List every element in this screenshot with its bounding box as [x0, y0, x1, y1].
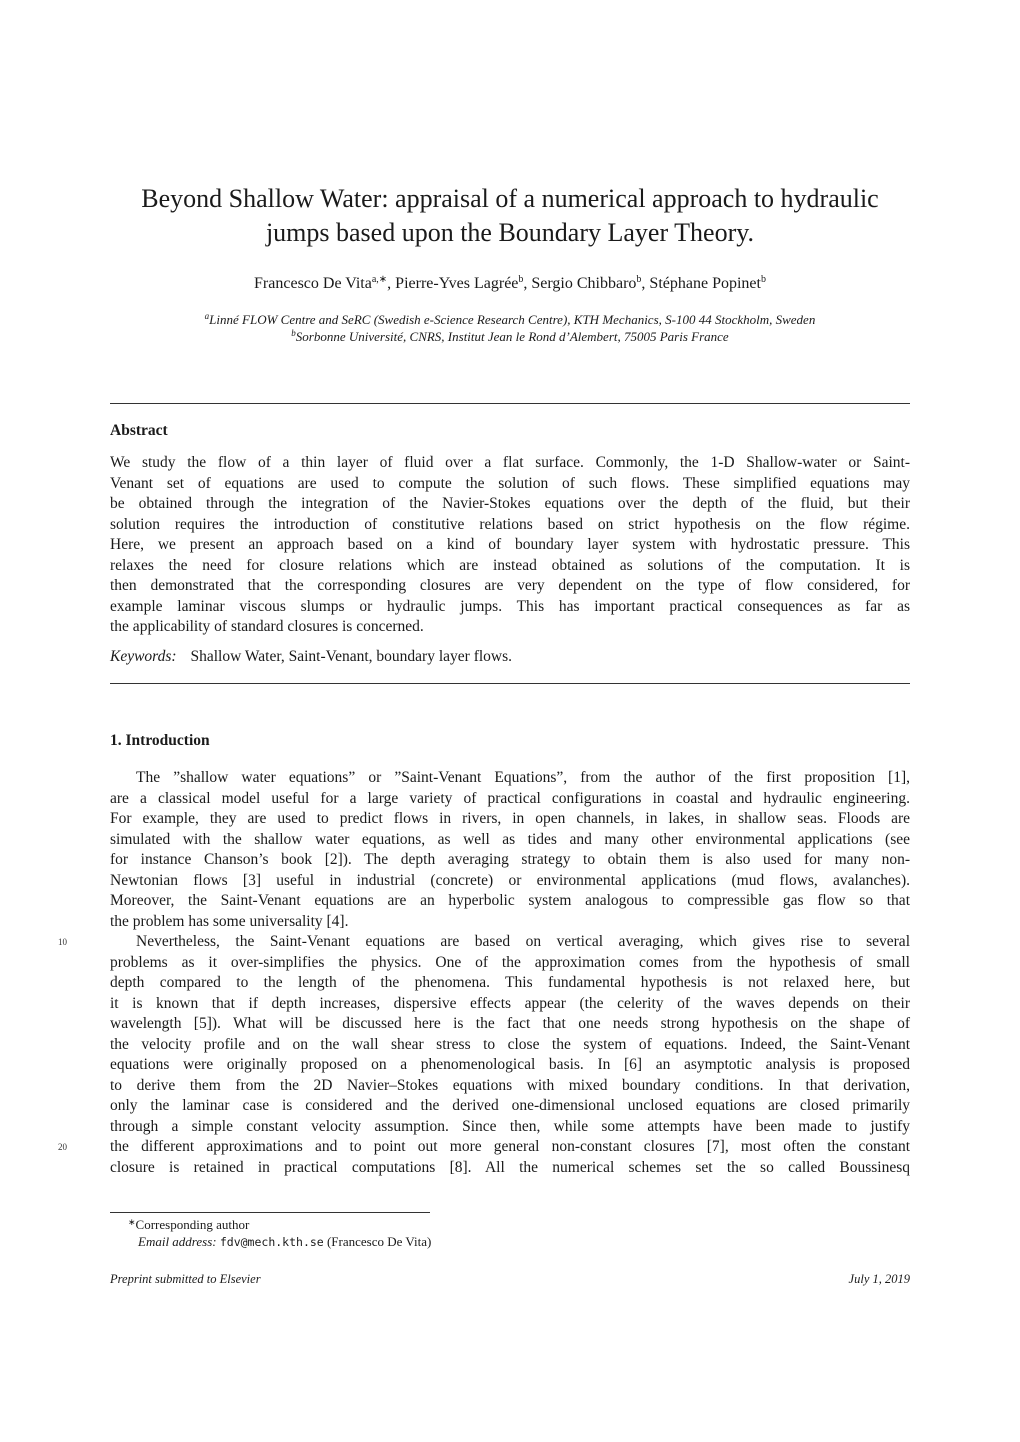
author-list: Francesco De Vita$^{a,∗}$, Pierre-Yves Lagrée$^b$, Sergio Chibbaro$^b$, Stéphane Popinet$^b$ [254, 274, 766, 292]
affiliation-mark: b [291, 328, 296, 338]
body-line: The ”shallow water equations” or ”Saint-Venant Equations”, from the author of the first proposition [1], [136, 769, 910, 786]
footnote-rule [110, 1212, 430, 1213]
author-mark: a,∗ [371, 274, 388, 285]
body-line: Newtonian flows [3] useful in industrial (concrete) or environmental applications (mud flows, avalanches). [110, 871, 910, 889]
affiliation-b [110, 328, 910, 345]
abstract-bottom-rule [110, 683, 910, 684]
abstract-line: solution requires the introduction of constitutive relations based on strict hypothesis on the flow régime. [110, 515, 910, 533]
keywords-value: Shallow Water, Saint-Venant, boundary layer flows. [190, 648, 513, 665]
body-line: for instance Chanson’s book [2]). The depth averaging strategy to obtain them is also used for many non- [110, 851, 910, 868]
affiliation-a [110, 311, 910, 328]
body-line: simulated with the shallow water equations, as well as tides and many other environmental applications (see [110, 830, 910, 848]
introduction-body [110, 768, 910, 1178]
title-line-1: Beyond Shallow Water: appraisal of a numerical approach to hydraulic [141, 184, 879, 213]
author-mark: b [636, 274, 642, 285]
line-number-20: 20 [58, 1142, 67, 1152]
footer-date: July 1, 2019 [848, 1272, 910, 1286]
abstract-line: relaxes the need for closure relations which are instead obtained as solutions of the computation. It is [110, 556, 910, 574]
body-line: through a simple constant velocity assumption. Since then, while some attempts have been made to justify [110, 1117, 910, 1135]
footnote-corresponding [128, 1216, 431, 1233]
body-line: Moreover, the Saint-Venant equations are an hyperbolic system analogous to compressible gas flow so that [110, 892, 910, 909]
footnote [128, 1216, 431, 1251]
body-line: Nevertheless, the Saint-Venant equations are based on vertical averaging, which gives rise to several [136, 933, 910, 950]
body-line: are a classical model useful for a large variety of practical configurations in coastal and hydraulic engineering. [110, 789, 910, 807]
affiliation-mark: a [204, 311, 210, 321]
email-label: Email address: [138, 1234, 217, 1249]
body-line: depth compared to the length of the phenomena. This fundamental hypothesis is not relaxed here, but [110, 974, 910, 991]
affiliations [110, 311, 910, 345]
affiliation-text: Linné FLOW Centre and SeRC (Swedish e-Science Research Centre), KTH Mechanics, S-100 44 Stockholm, Sweden [209, 312, 816, 327]
keywords [110, 648, 910, 666]
body-line: problems as it over-simplifies the physics. One of the approximation comes from the hypothesis of small [110, 953, 910, 971]
body-line: the problem has some universality [4]. [110, 912, 349, 930]
author-name: Sergio Chibbaro [531, 275, 637, 292]
footnote-mark: ∗ [128, 1217, 136, 1227]
body-line: it is known that if depth increases, dispersive effects appear (the celerity of the waves depends on their [110, 994, 910, 1012]
author-name: Francesco De Vita [254, 275, 372, 292]
abstract-body [110, 453, 910, 638]
abstract-heading: Abstract [110, 422, 168, 439]
abstract-line: example laminar viscous slumps or hydraulic jumps. This has important practical consequences as far as [110, 597, 910, 615]
body-line: equations were originally proposed on a phenomenological basis. In [6] an asymptotic analysis is proposed [110, 1056, 910, 1073]
abstract-line: be obtained through the integration of the Navier-Stokes equations over the depth of the fluid, but their [110, 495, 910, 512]
title-line-2: jumps based upon the Boundary Layer Theory. [265, 218, 755, 247]
abstract-line: the applicability of standard closures is concerned. [110, 618, 424, 635]
abstract-top-rule [110, 403, 910, 404]
body-line: only the laminar case is considered and the derived one-dimensional unclosed equations are closed primarily [110, 1097, 910, 1114]
body-line: to derive them from the 2D Navier–Stokes equations with mixed boundary conditions. In that derivation, [110, 1076, 910, 1094]
body-line: For example, they are used to predict flows in rivers, in open channels, in lakes, in shallow seas. Floods are [110, 810, 910, 827]
body-line: wavelength [5]). What will be discussed here is the fact that one needs strong hypothesis on the shape of [110, 1015, 910, 1032]
line-number-10: 10 [58, 937, 67, 947]
author-mark: b [760, 274, 766, 285]
email-owner: (Francesco De Vita) [326, 1234, 432, 1249]
author-name: Stéphane Popinet [649, 275, 761, 292]
abstract-line: Venant set of equations are used to compute the solution of such flows. These simplified equations may [110, 474, 910, 492]
footnote-email [128, 1233, 431, 1251]
author-mark: b [518, 274, 524, 285]
body-line: the different approximations and to point out more general non-constant closures [7], most often the constant [110, 1138, 910, 1155]
abstract-line: then demonstrated that the corresponding closures are very dependent on the type of flow considered, for [110, 577, 910, 594]
body-line: closure is retained in practical computations [8]. All the numerical schemes set the so called Boussinesq [110, 1158, 910, 1176]
paper-title [110, 182, 910, 250]
email-link[interactable]: fdv@mech.kth.se [219, 1235, 324, 1249]
footer-preprint: Preprint submitted to Elsevier [110, 1272, 261, 1286]
affiliation-text: Sorbonne Université, CNRS, Institut Jean le Rond d’Alembert, 75005 Paris France [295, 329, 729, 344]
body-line: the velocity profile and on the wall shear stress to close the system of equations. Indeed, the Saint-Venant [110, 1035, 910, 1053]
abstract-line: We study the flow of a thin layer of fluid over a flat surface. Commonly, the 1-D Shallow-water or Saint- [110, 454, 910, 471]
author-name: Pierre-Yves Lagrée [395, 275, 519, 292]
footnote-text: Corresponding author [135, 1217, 250, 1232]
keywords-label: Keywords: [110, 648, 177, 665]
section-heading-introduction: 1. Introduction [110, 732, 210, 749]
abstract-line: Here, we present an approach based on a kind of boundary layer system with hydrostatic pressure. This [110, 536, 910, 553]
